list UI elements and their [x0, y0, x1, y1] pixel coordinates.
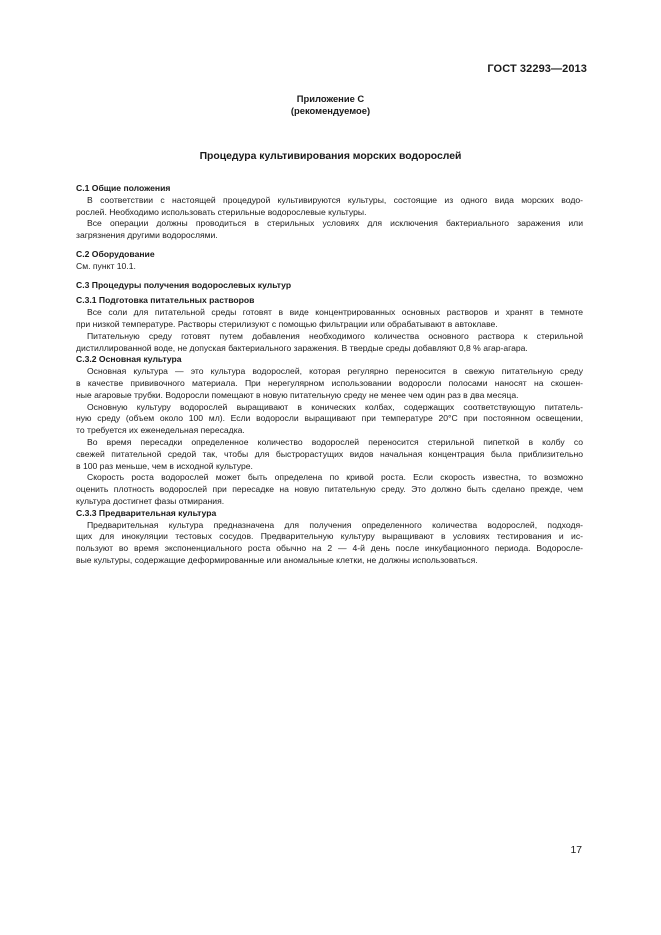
document-body: [76, 183, 583, 567]
section-c32-paragraph-2: [76, 402, 583, 437]
section-c31-heading: С.3.1 Подготовка питательных растворов: [76, 295, 255, 306]
text-line: ные агаровые трубки. Водоросли помещают в новую питательную среду не менее чем один раз в два месяца.: [76, 389, 519, 400]
page-number: 17: [570, 845, 582, 856]
section-c33-paragraph-1: [76, 520, 583, 567]
section-c1-paragraph-1: [76, 195, 583, 219]
appendix-title: Приложение С: [296, 93, 365, 104]
section-c2-heading: С.2 Оборудование: [76, 248, 155, 259]
text-line: В соответствии с настоящей процедурой культивируются культуры, состоящие из одного вида морских водо-: [87, 194, 583, 205]
text-line: рослей. Необходимо использовать стерильные водорослевые культуры.: [76, 206, 367, 217]
section-c32-paragraph-1: [76, 366, 583, 401]
text-line: Скорость роста водорослей может быть определена по кривой роста. Если скорость известна, то возможно: [87, 472, 583, 483]
text-line: оценить плотность водорослей при пересадке на новую питательную среду. Это должно быть сделано прежде, чем: [76, 484, 583, 495]
section-c2-paragraph-1: [76, 261, 583, 273]
text-line: Предварительная культура предназначена для получения определенного количества водорослей, подходя-: [87, 519, 583, 530]
text-line: загрязнения другими водорослями.: [76, 230, 218, 241]
section-c33-heading: С.3.3 Предварительная культура: [76, 507, 217, 518]
text-line: щих для инокуляции тестовых сосудов. Предварительную культуру выращивают в условиях тестирования и ис-: [76, 531, 583, 542]
text-line: Питательную среду готовят путем добавления необходимого количества основного раствора к стерильной: [87, 330, 583, 341]
text-line: Все операции должны проводиться в стерильных условиях для исключения бактериального заражения или: [87, 218, 583, 229]
section-c1-paragraph-2: [76, 218, 583, 242]
section-c31-paragraph-1: [76, 307, 583, 331]
text-line: Все соли для питательной среды готовят в виде концентрированных основных растворов и хранят в темноте: [87, 307, 583, 318]
text-line: в 100 раз меньше, чем в исходной культуре.: [76, 460, 253, 471]
text-line: Во время пересадки определенное количество водорослей переносится стерильной пипеткой в колбу со: [87, 436, 583, 447]
text-line: культура достигнет фазы отмирания.: [76, 495, 225, 506]
text-line: Основную культуру водорослей выращивают в конических колбах, содержащих соответствующую питатель-: [87, 401, 583, 412]
section-c32-paragraph-3: [76, 437, 583, 472]
text-line: Основная культура — это культура водорослей, которая регулярно переносится в свежую питательную среду: [87, 366, 583, 377]
section-c3-heading: С.3 Процедуры получения водорослевых культур: [76, 279, 292, 290]
standard-code: ГОСТ 32293—2013: [487, 63, 587, 75]
section-c31-paragraph-2: [76, 331, 583, 355]
text-line: вые культуры, содержащие деформированные или аномальные клетки, не должны использоваться.: [76, 554, 478, 565]
text-line: пользуют во время экспоненциального роста обычно на 2 — 4-й день после инкубационного периода. Водоросле-: [76, 543, 583, 554]
text-line: См. пункт 10.1.: [76, 260, 136, 271]
text-line: в качестве прививочного материала. При нерегулярном использовании водоросли полосами наносят на скошен-: [76, 377, 583, 388]
text-line: дистиллированной воде, не допуская бактериального заражения. В твердые среды добавляют 0,8 % агар-агара.: [76, 342, 528, 353]
text-line: то требуется их еженедельная пересадка.: [76, 425, 245, 436]
section-c32-heading: С.3.2 Основная культура: [76, 354, 182, 365]
text-line: при низкой температуре. Растворы стерилизуют с помощью фильтрации или обрабатывают в автоклаве.: [76, 318, 498, 329]
text-line: свежей питательной средой так, чтобы для быстрорастущих видов начальная концентрация была приблизительно: [76, 448, 583, 459]
appendix-heading: [0, 93, 661, 117]
section-c1-heading: С.1 Общие положения: [76, 183, 171, 193]
document-title: Процедура культивирования морских водорослей: [199, 151, 462, 162]
appendix-status: (рекомендуемое): [290, 105, 371, 116]
section-c32-paragraph-4: [76, 472, 583, 507]
text-line: ную среду (объем около 100 мл). Если водоросли выращивают при температуре 20°С при постоянном освещении,: [76, 413, 583, 424]
